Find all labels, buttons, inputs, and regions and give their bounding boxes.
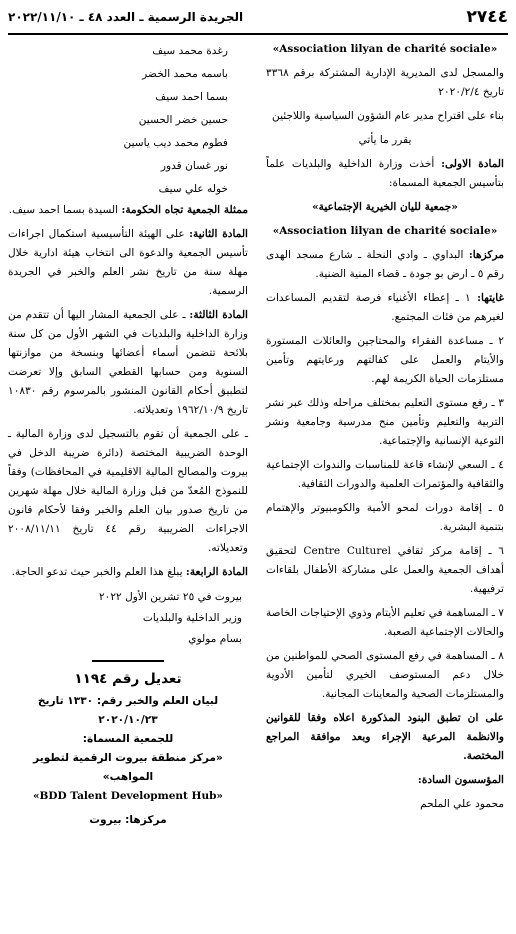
place-date: بيروت في ٢٥ تشرين الأول ٢٠٢٢ — [98, 591, 242, 603]
minister-name: بسام مولوي — [188, 633, 242, 645]
header-rule — [8, 33, 508, 35]
section-divider — [92, 660, 164, 662]
amendment-headquarters: مركزها: بيروت — [89, 814, 167, 826]
right-column — [266, 40, 504, 819]
article-1-label: المادة الاولى: — [441, 158, 504, 170]
registration-paragraph: والمسجل لدى المديرية الإدارية المشتركة برقم ٣٣٦٨ تاريخ ٢٠٢٠/٢/٤ — [266, 67, 504, 98]
article-3-label: المادة الثالثة: — [189, 309, 249, 321]
article-2-text: على الهيئة التأسيسية استكمال اجراءات تأسيس الجمعية والدعوة الى انتخاب هيئة ادارية خلال مهلة سنة من تاريخ نشر العلم والخبر في الجريدة الرسمية. — [8, 228, 248, 297]
founder-name: فطوم محمد ديب ياسين — [123, 137, 228, 149]
association-latin-title: «Association lilyan de charité sociale» — [272, 43, 498, 55]
article-2-label: المادة الثانية: — [189, 228, 248, 240]
founder-name: باسمه محمد الخضر — [142, 68, 228, 80]
representative-text: السيدة بسما احمد سيف. — [8, 204, 122, 216]
founder-name: رغدة محمد سيف — [152, 45, 228, 57]
goal-3: ٣ ـ رفع مستوى التعليم بمختلف مراحله وذلك عبر نشر التربية والتعليم وتأمين منح مدرسية وجامعية ونشر التوعية الإنسانية والإجتماعية. — [266, 397, 504, 447]
association-arabic-name: «جمعية لليان الخيرية الإجتماعية» — [312, 201, 458, 213]
headquarters — [266, 246, 504, 284]
goals-label: غايتها: — [477, 292, 504, 304]
goals — [266, 289, 504, 327]
goal-4: ٤ ـ السعي لإنشاء قاعة للمناسبات والندوات الإجتماعية والثقافية والمؤتمرات العلمية والدورات الثقافية. — [266, 459, 504, 490]
goal-7: ٧ ـ المساهمة في تعليم الأيتام وذوي الإحتياجات الخاصة والحالات الإجتماعية الصعبة. — [266, 607, 504, 638]
article-1-text: أخذت وزارة الداخلية والبلديات علماً بتأسيس الجمعية المسماة: — [266, 158, 504, 189]
left-column — [8, 40, 248, 830]
amendment-reference: لبيان العلم والخبر رقم: ١٣٣٠ تاريخ ٢٠٢٠/١٠/٢٣ — [37, 695, 219, 726]
article-3-tax: ـ على الجمعية أن تقوم بالتسجيل لدى وزارة المالية ـ الوحدة الضريبية المختصة (دائرة ضريبة الدخل في بيروت والمصالح المالية الاقليمية في المحافظات) وفقاً للنموذج المُعدّ من قبل وزارة المالية خلال مهلة شهرين من تاريخ صدور بيان العلم والخبر وفقا لأحكام قانون الاجراءات الضريبية رقم ٤٤ تاريخ ٢٠٠٨/١١/١١ وتعديلاته. — [8, 428, 248, 554]
goal-6: ٦ ـ إقامة مركز ثقافي Centre Culturel لتحقيق أهداف الجمعية والعمل على مشاركة الأطفال بلقاءات ترفيهية. — [266, 545, 504, 595]
goal-1: ١ ـ إعطاء الأغنياء فرصة لتقديم المساعدات لغيرهم من فئات المجتمع. — [266, 292, 504, 323]
goal-2: ٢ ـ مساعدة الفقراء والمحتاجين والعائلات المستورة والأيتام والعمل على كفالتهم ورعايتهم وتأمين مستلزمات الحياة الكريمة لهم. — [266, 335, 504, 385]
page-number: ٢٧٤٤ — [466, 7, 508, 27]
article-3-text: ـ على الجمعية المشار اليها أن تتقدم من وزارة الداخلية والبلديات في الشهر الأول من كل سنة بلائحة تتضمن أسماء أعضائها وبنسخة من موازنتها السنوية ومن حسابها القطعي السابق وإلا تعرضت لتطبيق أحكام القانون المنشور بالمرسوم رقم ١٠٨٣٠ تاريخ ١٩٦٢/١٠/٩ وتعديلاته. — [8, 309, 248, 416]
decides-heading: يقرر ما يأتي — [358, 134, 412, 146]
minister-title: وزير الداخلية والبلديات — [142, 612, 242, 624]
article-4-text: يبلغ هذا العلم والخبر حيث تدعو الحاجة. — [11, 566, 186, 578]
founders-label: المؤسسون السادة: — [417, 774, 504, 786]
headquarters-text: البداوي ـ وادي النحلة ـ شارع مسجد الهدى رقم ٥ ـ ارض بو جودة ـ قضاء المنية الضنية. — [266, 249, 504, 280]
article-3 — [8, 306, 248, 420]
gazette-issue-title: الجريدة الرسمية ـ العدد ٤٨ ـ ٢٠٢٢/١١/١٠ — [8, 10, 244, 24]
article-2 — [8, 225, 248, 301]
page-header — [8, 6, 508, 28]
article-4 — [8, 563, 248, 582]
amendment-assoc-latin: «BDD Talent Development Hub» — [32, 790, 223, 802]
founder-name: خوله علي سيف — [158, 183, 228, 195]
condition-paragraph: على ان تطبق البنود المذكورة اعلاه وفقا للقوانين والانظمة المرعية الإجراء وبعد موافقة المراجع المختصة. — [266, 712, 504, 762]
government-representative — [8, 201, 248, 220]
representative-label: ممثلة الجمعية تجاه الحكومة: — [121, 204, 248, 216]
founder-name: محمود علي الملحم — [420, 798, 504, 810]
goal-5: ٥ ـ إقامة دورات لمحو الأمية والكومبيوتر والإهتمام بتنمية البشرية. — [266, 502, 504, 533]
amendment-assoc-arabic: «مركز منطقة بيروت الرقمية لتطوير المواهب» — [33, 752, 223, 783]
founder-name: حسين خضر الحسين — [138, 114, 228, 126]
goal-8: ٨ ـ المساهمة في رفع المستوى الصحي للمواطنين من خلال دعم المستوصف الخيري لتأمين الأدوية والمستلزمات الصحية والمعاينات المجانية. — [266, 650, 504, 700]
association-latin-name: «Association lilyan de charité sociale» — [272, 225, 498, 237]
proposal-paragraph: بناء على اقتراح مدير عام الشؤون السياسية واللاجئين — [272, 110, 504, 122]
founder-name: نور غسان قدور — [160, 160, 228, 172]
article-4-label: المادة الرابعة: — [185, 566, 248, 578]
article-1 — [266, 155, 504, 193]
founder-name: بسما احمد سيف — [155, 91, 228, 103]
founders-list — [8, 40, 248, 201]
amendment-assoc-label: للجمعية المسماة: — [82, 733, 174, 745]
amendment-title: تعديل رقم ١١٩٤ — [74, 671, 182, 687]
headquarters-label: مركزها: — [468, 249, 504, 261]
